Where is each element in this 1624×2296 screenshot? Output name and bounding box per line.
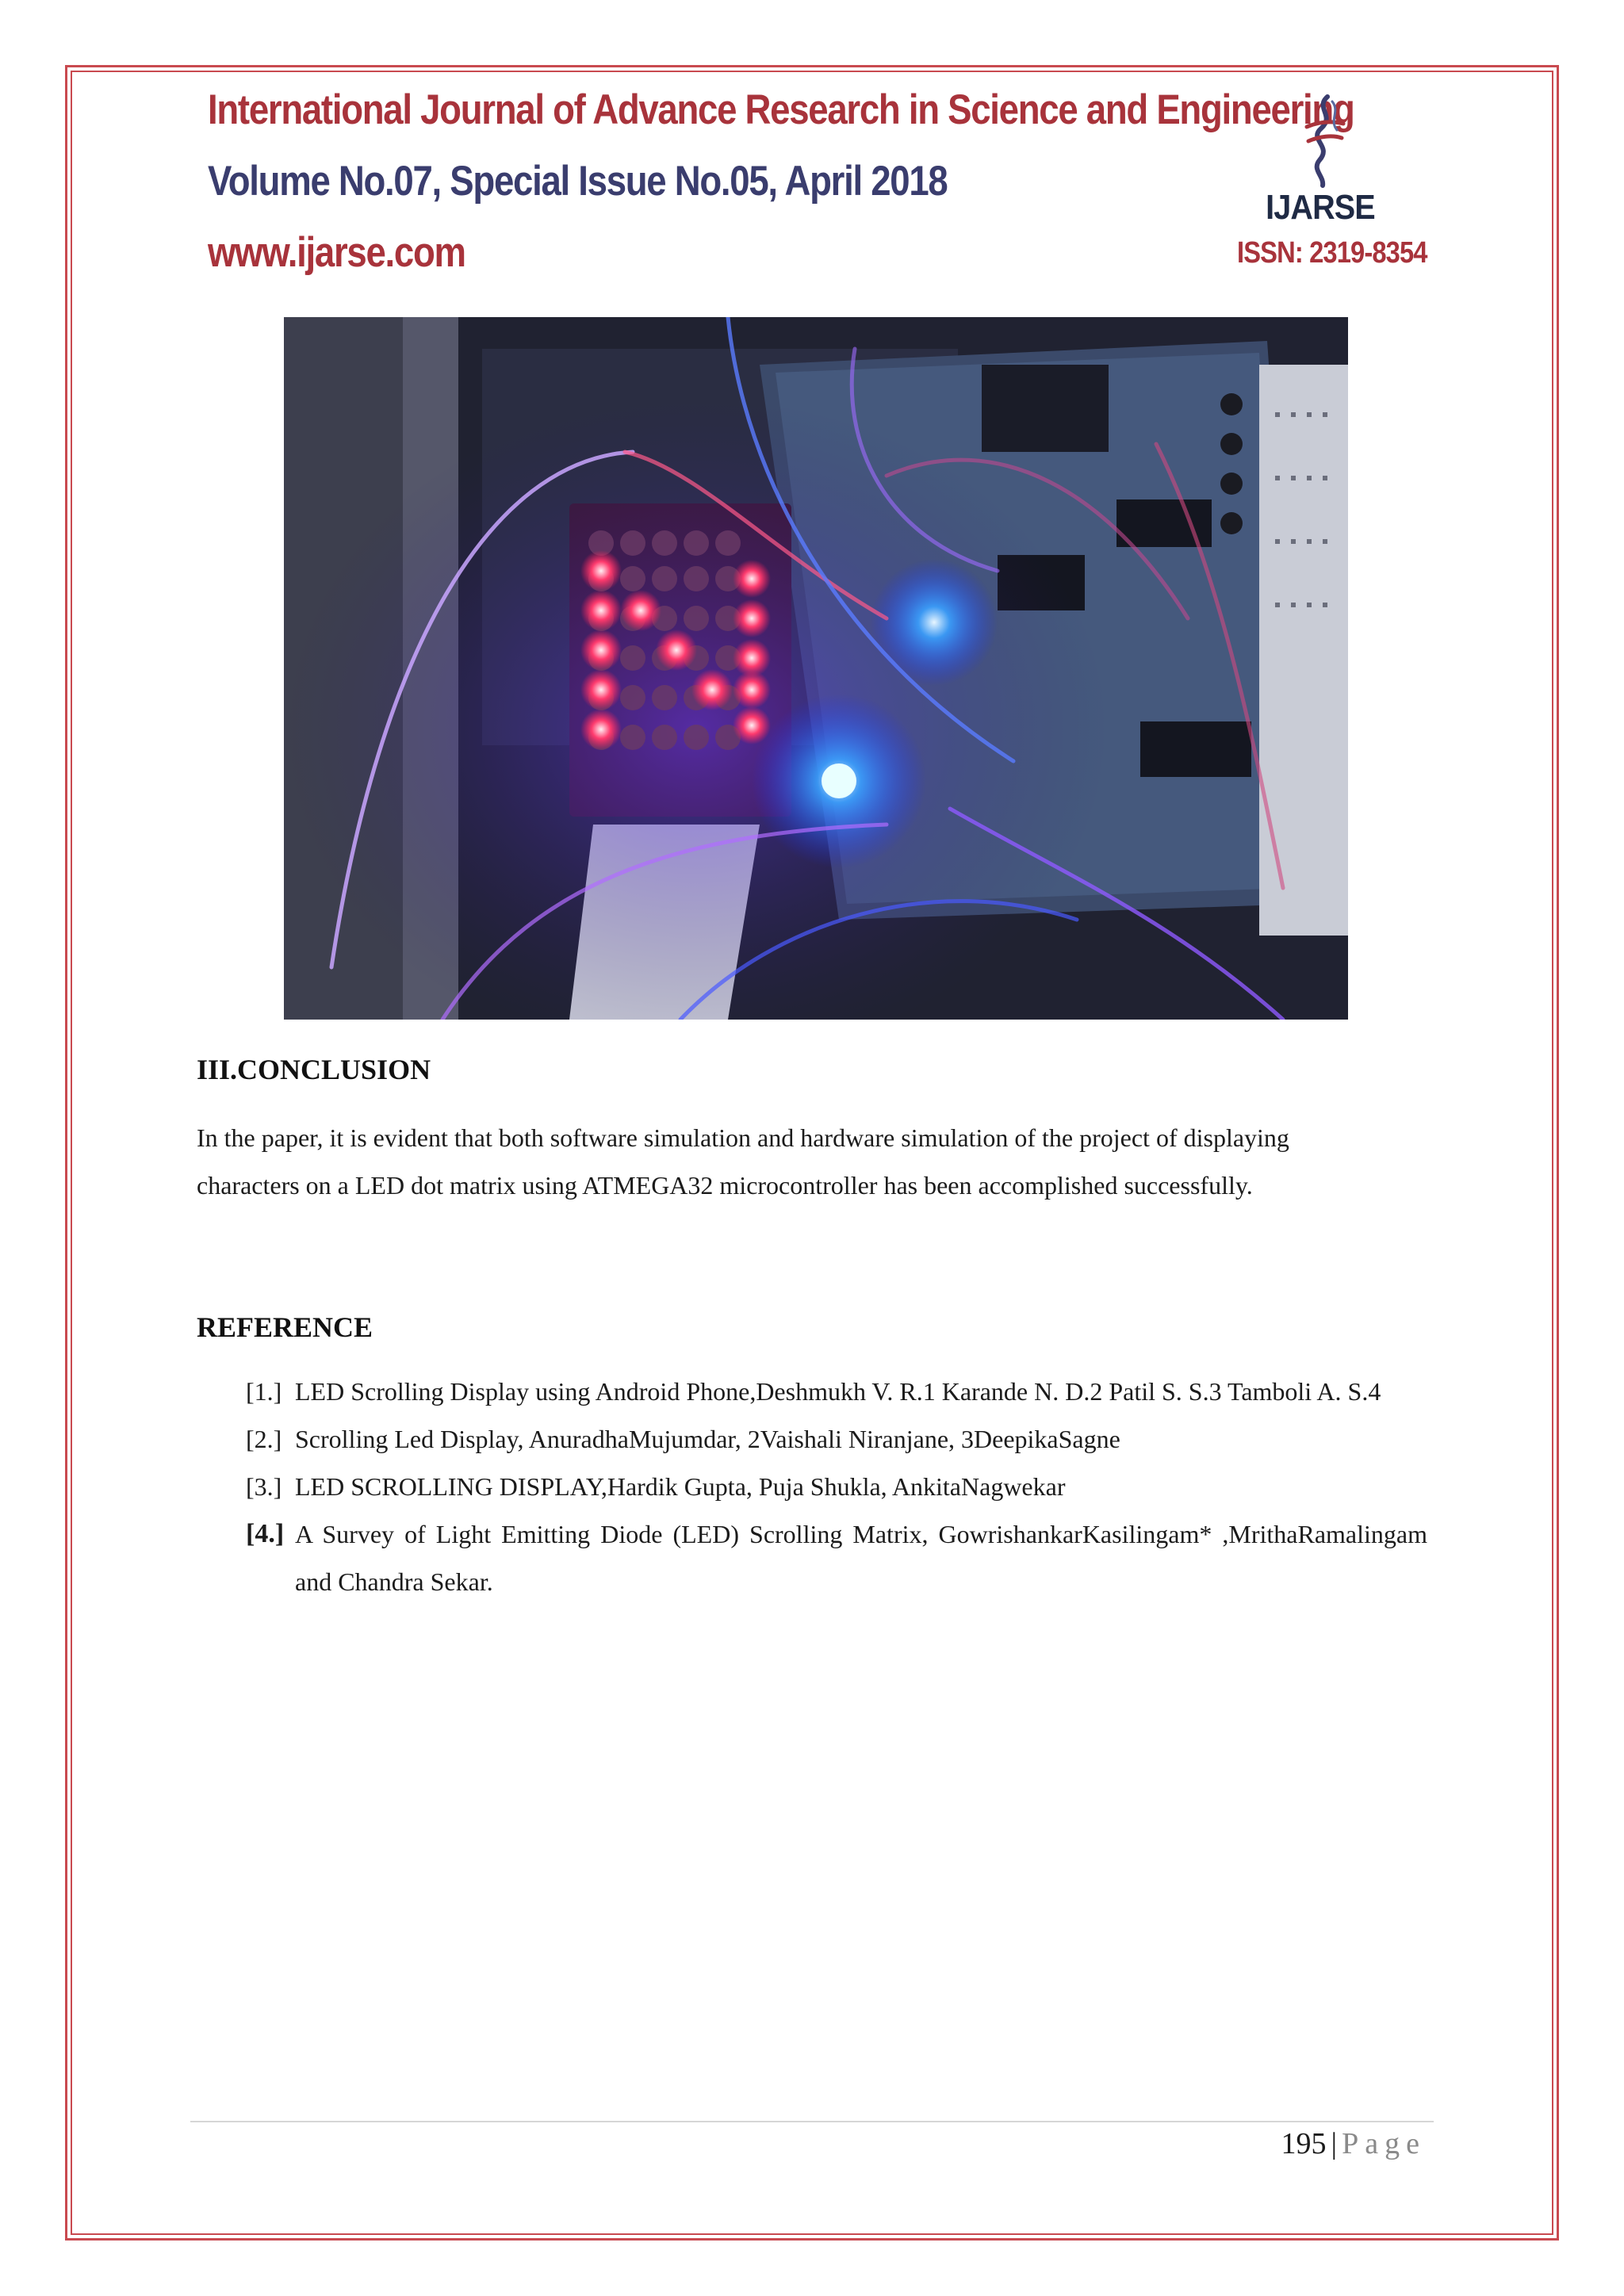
reference-text: Scrolling Led Display, AnuradhaMujumdar, 2Vaishali Niranjane, 3DeepikaSagne	[295, 1425, 1120, 1453]
journal-issn: ISSN: 2319-8354	[1237, 236, 1427, 270]
references-list	[197, 1368, 1427, 1605]
reference-number: [3.]	[246, 1472, 282, 1501]
page-label: Page	[1342, 2127, 1426, 2160]
reference-text: A Survey of Light Emitting Diode (LED) Scrolling Matrix, GowrishankarKasilingam* ,MrithaRamalingam and Chandra Sekar.	[295, 1520, 1427, 1596]
journal-logo-icon	[1300, 94, 1348, 189]
reference-item	[197, 1368, 1427, 1415]
journal-volume: Volume No.07, Special Issue No.05, April 2018	[208, 158, 948, 205]
footer-rule	[190, 2121, 1434, 2122]
page-separator: |	[1331, 2127, 1338, 2160]
journal-logo-name: IJARSE	[1266, 188, 1375, 227]
conclusion-heading: III.CONCLUSION	[197, 1054, 431, 1085]
page-number: 195	[1281, 2127, 1327, 2160]
journal-url[interactable]: www.ijarse.com	[208, 229, 465, 276]
reference-item	[197, 1415, 1427, 1463]
reference-number: [2.]	[246, 1425, 282, 1453]
reference-item	[197, 1463, 1427, 1510]
conclusion-line-1: In the paper, it is evident that both software simulation and hardware simulation of the project of displaying	[197, 1123, 1289, 1152]
reference-text: LED Scrolling Display using Android Phone,Deshmukh V. R.1 Karande N. D.2 Patil S. S.3 Tamboli A. S.4	[295, 1377, 1381, 1406]
journal-title: International Journal of Advance Research in Science and Engineering	[208, 86, 1354, 133]
references-heading: REFERENCE	[197, 1311, 373, 1343]
reference-item	[197, 1510, 1427, 1605]
footer-page-number	[1281, 2126, 1426, 2161]
conclusion-line-2: characters on a LED dot matrix using ATMEGA32 microcontroller has been accomplished successfully.	[197, 1171, 1253, 1200]
reference-number: [4.]	[246, 1519, 285, 1548]
reference-number: [1.]	[246, 1377, 282, 1406]
reference-text: LED SCROLLING DISPLAY,Hardik Gupta, Puja Shukla, AnkitaNagwekar	[295, 1472, 1066, 1501]
figure-photo	[284, 317, 1348, 1020]
led-matrix-photo-icon	[284, 317, 1348, 1020]
